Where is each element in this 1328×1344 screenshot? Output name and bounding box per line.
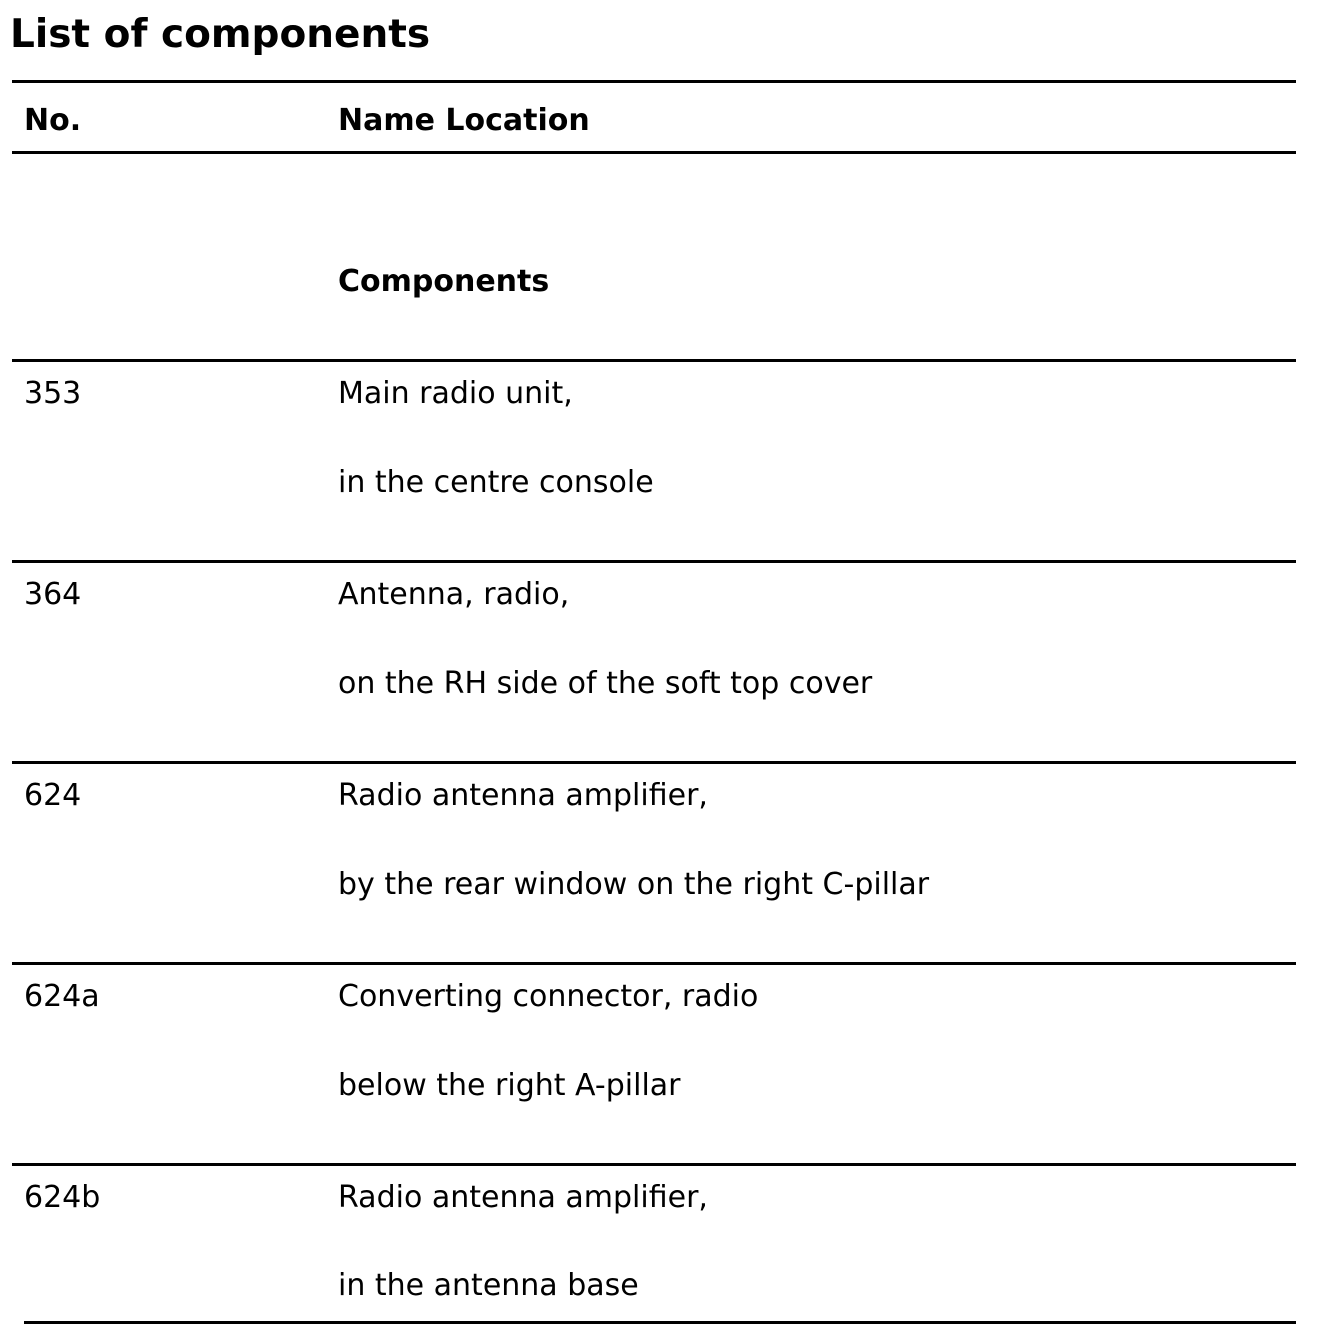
table-top-rule bbox=[12, 80, 1296, 83]
page-title: List of components bbox=[10, 12, 431, 57]
row-divider bbox=[12, 1163, 1296, 1166]
row-divider bbox=[12, 962, 1296, 965]
section-label: Components bbox=[338, 264, 550, 299]
column-header-number: No. bbox=[24, 103, 82, 138]
table-bottom-rule bbox=[24, 1321, 1296, 1324]
header-bottom-rule bbox=[12, 151, 1296, 154]
component-number: 353 bbox=[24, 376, 82, 411]
component-number: 624a bbox=[24, 979, 100, 1014]
row-divider bbox=[12, 560, 1296, 563]
component-name: Antenna, radio, bbox=[338, 577, 570, 612]
row-divider bbox=[12, 761, 1296, 764]
component-location: in the centre console bbox=[338, 465, 654, 500]
component-name: Radio antenna amplifier, bbox=[338, 778, 708, 813]
component-name: Radio antenna amplifier, bbox=[338, 1180, 708, 1215]
column-header-name-location: Name Location bbox=[338, 103, 590, 138]
row-divider bbox=[12, 359, 1296, 362]
component-name: Converting connector, radio bbox=[338, 979, 759, 1014]
component-location: below the right A-pillar bbox=[338, 1068, 681, 1103]
component-name: Main radio unit, bbox=[338, 376, 573, 411]
component-location: on the RH side of the soft top cover bbox=[338, 666, 873, 701]
component-number: 624b bbox=[24, 1180, 101, 1215]
component-location: in the antenna base bbox=[338, 1268, 639, 1303]
component-number: 624 bbox=[24, 778, 82, 813]
component-number: 364 bbox=[24, 577, 82, 612]
component-location: by the rear window on the right C-pillar bbox=[338, 867, 930, 902]
